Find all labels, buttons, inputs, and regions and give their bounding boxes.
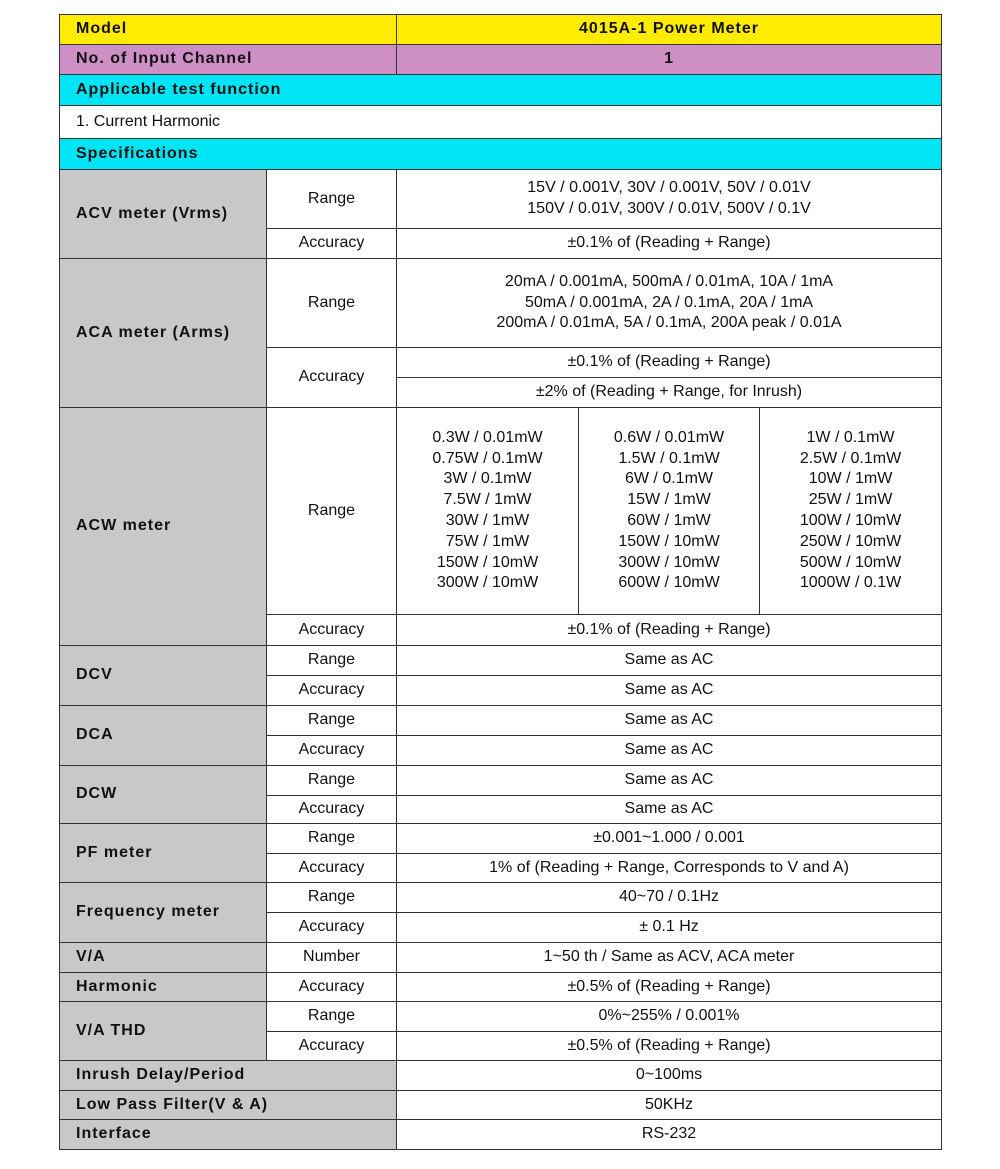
va-number-value: 1~50 th / Same as ACV, ACA meter [397, 943, 942, 973]
dcw-range-value: Same as AC [397, 766, 942, 796]
frequency-name: Frequency meter [60, 883, 267, 943]
dca-name: DCA [60, 706, 267, 766]
dcw-range-label: Range [267, 766, 397, 796]
pf-accuracy-value: 1% of (Reading + Range, Corresponds to V and A) [397, 854, 942, 883]
inrush-name: Inrush Delay/Period [60, 1061, 397, 1091]
harmonic-accuracy-label: Accuracy [267, 973, 397, 1002]
acv-range-value: 15V / 0.001V, 30V / 0.001V, 50V / 0.01V 150V / 0.01V, 300V / 0.01V, 500V / 0.1V [397, 170, 942, 229]
interface-name: Interface [60, 1120, 397, 1150]
dcv-accuracy-value: Same as AC [397, 676, 942, 706]
dcv-accuracy-label: Accuracy [267, 676, 397, 706]
dca-accuracy-label: Accuracy [267, 736, 397, 766]
thd-range-label: Range [267, 1002, 397, 1032]
harmonic-accuracy-value: ±0.5% of (Reading + Range) [397, 973, 942, 1002]
dca-range-value: Same as AC [397, 706, 942, 736]
dcv-range-label: Range [267, 646, 397, 676]
va-number-label: Number [267, 943, 397, 973]
acv-accuracy-label: Accuracy [267, 229, 397, 259]
dca-range-label: Range [267, 706, 397, 736]
dca-accuracy-value: Same as AC [397, 736, 942, 766]
lpf-name: Low Pass Filter(V & A) [60, 1091, 397, 1120]
acv-range-label: Range [267, 170, 397, 229]
pf-range-label: Range [267, 824, 397, 854]
inrush-value: 0~100ms [397, 1061, 942, 1091]
frequency-range-label: Range [267, 883, 397, 913]
thd-accuracy-label: Accuracy [267, 1032, 397, 1061]
acw-accuracy-value: ±0.1% of (Reading + Range) [397, 615, 942, 646]
dcv-name: DCV [60, 646, 267, 706]
frequency-range-value: 40~70 / 0.1Hz [397, 883, 942, 913]
dcw-accuracy-label: Accuracy [267, 796, 397, 824]
aca-range-label: Range [267, 259, 397, 348]
acw-range-col-3: 1W / 0.1mW 2.5W / 0.1mW 10W / 1mW 25W / 1mW 100W / 10mW 250W / 10mW 500W / 10mW 1000W / 0.1W [760, 408, 942, 615]
acw-range-col-2: 0.6W / 0.01mW 1.5W / 0.1mW 6W / 0.1mW 15W / 1mW 60W / 1mW 150W / 10mW 300W / 10mW 600W / 10mW [579, 408, 760, 615]
dcw-name: DCW [60, 766, 267, 824]
acv-name: ACV meter (Vrms) [60, 170, 267, 259]
thd-name: V/A THD [60, 1002, 267, 1061]
pf-name: PF meter [60, 824, 267, 883]
dcw-accuracy-value: Same as AC [397, 796, 942, 824]
dcv-range-value: Same as AC [397, 646, 942, 676]
acw-range-col-1: 0.3W / 0.01mW 0.75W / 0.1mW 3W / 0.1mW 7.5W / 1mW 30W / 1mW 75W / 1mW 150W / 10mW 300W / 10mW [397, 408, 579, 615]
acw-range-label: Range [267, 408, 397, 615]
frequency-accuracy-value: ± 0.1 Hz [397, 913, 942, 943]
channels-value: 1 [397, 45, 942, 75]
aca-name: ACA meter (Arms) [60, 259, 267, 408]
interface-value: RS-232 [397, 1120, 942, 1150]
frequency-accuracy-label: Accuracy [267, 913, 397, 943]
va-name: V/A [60, 943, 267, 973]
thd-accuracy-value: ±0.5% of (Reading + Range) [397, 1032, 942, 1061]
specifications-header: Specifications [60, 139, 942, 170]
test-function-header: Applicable test function [60, 75, 942, 106]
acv-accuracy-value: ±0.1% of (Reading + Range) [397, 229, 942, 259]
aca-range-value: 20mA / 0.001mA, 500mA / 0.01mA, 10A / 1mA 50mA / 0.001mA, 2A / 0.1mA, 20A / 1mA 200mA / 0.01mA, 5A / 0.1mA, 200A peak / 0.01A [397, 259, 942, 348]
acw-name: ACW meter [60, 408, 267, 646]
acw-accuracy-label: Accuracy [267, 615, 397, 646]
thd-range-value: 0%~255% / 0.001% [397, 1002, 942, 1032]
spec-table [59, 14, 942, 1150]
lpf-value: 50KHz [397, 1091, 942, 1120]
aca-accuracy-value-2: ±2% of (Reading + Range, for Inrush) [397, 378, 942, 408]
model-value: 4015A-1 Power Meter [397, 15, 942, 45]
harmonic-name: Harmonic [60, 973, 267, 1002]
pf-range-value: ±0.001~1.000 / 0.001 [397, 824, 942, 854]
aca-accuracy-label: Accuracy [267, 348, 397, 408]
channels-label: No. of Input Channel [60, 45, 397, 75]
model-label: Model [60, 15, 397, 45]
aca-accuracy-value-1: ±0.1% of (Reading + Range) [397, 348, 942, 378]
test-function-item: 1. Current Harmonic [60, 106, 942, 139]
pf-accuracy-label: Accuracy [267, 854, 397, 883]
